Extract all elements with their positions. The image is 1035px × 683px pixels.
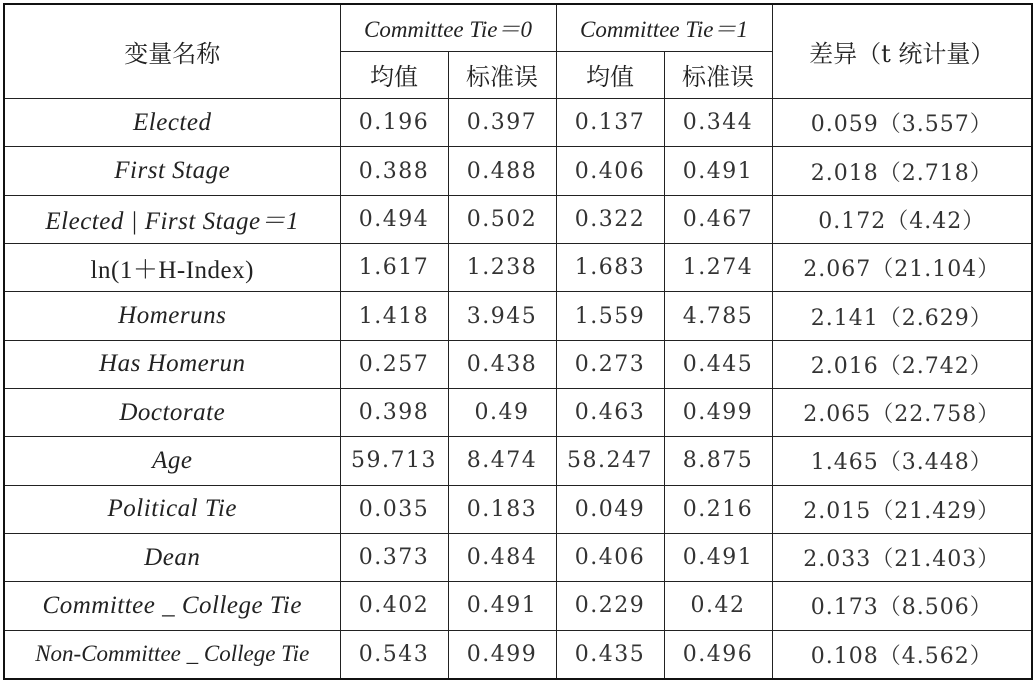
row-difference: 2.141（2.629） [772, 292, 1032, 340]
row-difference: 2.033（21.403） [772, 533, 1032, 581]
row-mean-group1: 0.322 [556, 195, 664, 243]
row-variable-name: Doctorate [4, 389, 340, 437]
table-row [4, 147, 1032, 195]
row-variable-name: Elected [4, 99, 340, 147]
row-mean-group0: 0.494 [340, 195, 448, 243]
row-mean-group1: 0.229 [556, 582, 664, 630]
row-se-group1: 0.491 [664, 147, 772, 195]
mean-header-group0: 均值 [340, 51, 448, 98]
row-se-group0: 0.488 [448, 147, 556, 195]
row-se-group0: 0.397 [448, 99, 556, 147]
se-header-group0: 标准误 [448, 51, 556, 98]
table-row [4, 99, 1032, 147]
row-se-group1: 4.785 [664, 292, 772, 340]
row-se-group0: 0.491 [448, 582, 556, 630]
group0-header: Committee Tie＝0 [340, 4, 556, 51]
row-se-group1: 0.445 [664, 340, 772, 388]
row-mean-group1: 0.463 [556, 389, 664, 437]
row-se-group0: 0.183 [448, 485, 556, 533]
row-difference: 1.465（3.448） [772, 437, 1032, 485]
row-difference: 2.018（2.718） [772, 147, 1032, 195]
row-mean-group1: 0.137 [556, 99, 664, 147]
table-row [4, 485, 1032, 533]
row-se-group0: 1.238 [448, 244, 556, 292]
row-variable-name: First Stage [4, 147, 340, 195]
row-se-group1: 0.344 [664, 99, 772, 147]
group1-header: Committee Tie＝1 [556, 4, 772, 51]
row-mean-group1: 1.559 [556, 292, 664, 340]
row-variable-name: Has Homerun [4, 340, 340, 388]
row-variable-name: Dean [4, 533, 340, 581]
row-se-group0: 0.499 [448, 630, 556, 679]
row-se-group0: 0.438 [448, 340, 556, 388]
row-mean-group1: 1.683 [556, 244, 664, 292]
row-difference: 0.173（8.506） [772, 582, 1032, 630]
row-variable-name: Political Tie [4, 485, 340, 533]
row-variable-name: Non-Committee _ College Tie [4, 630, 340, 679]
row-se-group1: 0.216 [664, 485, 772, 533]
table-row [4, 437, 1032, 485]
row-mean-group0: 0.257 [340, 340, 448, 388]
table-row [4, 292, 1032, 340]
row-mean-group0: 0.035 [340, 485, 448, 533]
row-mean-group0: 0.388 [340, 147, 448, 195]
row-se-group0: 0.49 [448, 389, 556, 437]
se-header-group1: 标准误 [664, 51, 772, 98]
row-mean-group0: 0.373 [340, 533, 448, 581]
row-se-group1: 8.875 [664, 437, 772, 485]
difference-header: 差异（t 统计量） [772, 4, 1032, 99]
table-row [4, 195, 1032, 243]
row-mean-group1: 0.435 [556, 630, 664, 679]
row-variable-name: Age [4, 437, 340, 485]
row-mean-group0: 0.398 [340, 389, 448, 437]
row-se-group0: 0.502 [448, 195, 556, 243]
row-se-group0: 0.484 [448, 533, 556, 581]
row-mean-group0: 59.713 [340, 437, 448, 485]
row-variable-name: Elected | First Stage＝1 [4, 195, 340, 243]
row-difference: 2.065（22.758） [772, 389, 1032, 437]
row-se-group0: 8.474 [448, 437, 556, 485]
row-difference: 0.172（4.42） [772, 195, 1032, 243]
table-row [4, 582, 1032, 630]
row-se-group1: 0.467 [664, 195, 772, 243]
table-row [4, 340, 1032, 388]
row-se-group0: 3.945 [448, 292, 556, 340]
row-se-group1: 0.42 [664, 582, 772, 630]
row-difference: 2.015（21.429） [772, 485, 1032, 533]
row-mean-group0: 1.617 [340, 244, 448, 292]
statistics-table [3, 3, 1033, 680]
table-row [4, 244, 1032, 292]
row-se-group1: 1.274 [664, 244, 772, 292]
row-se-group1: 0.496 [664, 630, 772, 679]
row-difference: 0.059（3.557） [772, 99, 1032, 147]
row-mean-group1: 0.049 [556, 485, 664, 533]
row-mean-group1: 0.273 [556, 340, 664, 388]
row-variable-name: Homeruns [4, 292, 340, 340]
row-mean-group0: 0.402 [340, 582, 448, 630]
row-mean-group0: 1.418 [340, 292, 448, 340]
row-difference: 0.108（4.562） [772, 630, 1032, 679]
row-se-group1: 0.491 [664, 533, 772, 581]
row-mean-group0: 0.196 [340, 99, 448, 147]
row-variable-name: ln(1＋H-Index) [4, 244, 340, 292]
row-difference: 2.016（2.742） [772, 340, 1032, 388]
row-mean-group1: 58.247 [556, 437, 664, 485]
variable-name-header: 变量名称 [4, 4, 340, 99]
header-row-1 [4, 4, 1032, 51]
row-difference: 2.067（21.104） [772, 244, 1032, 292]
table-row [4, 389, 1032, 437]
row-mean-group0: 0.543 [340, 630, 448, 679]
table-row [4, 533, 1032, 581]
table-row [4, 630, 1032, 679]
row-se-group1: 0.499 [664, 389, 772, 437]
mean-header-group1: 均值 [556, 51, 664, 98]
row-mean-group1: 0.406 [556, 147, 664, 195]
row-variable-name: Committee _ College Tie [4, 582, 340, 630]
row-mean-group1: 0.406 [556, 533, 664, 581]
